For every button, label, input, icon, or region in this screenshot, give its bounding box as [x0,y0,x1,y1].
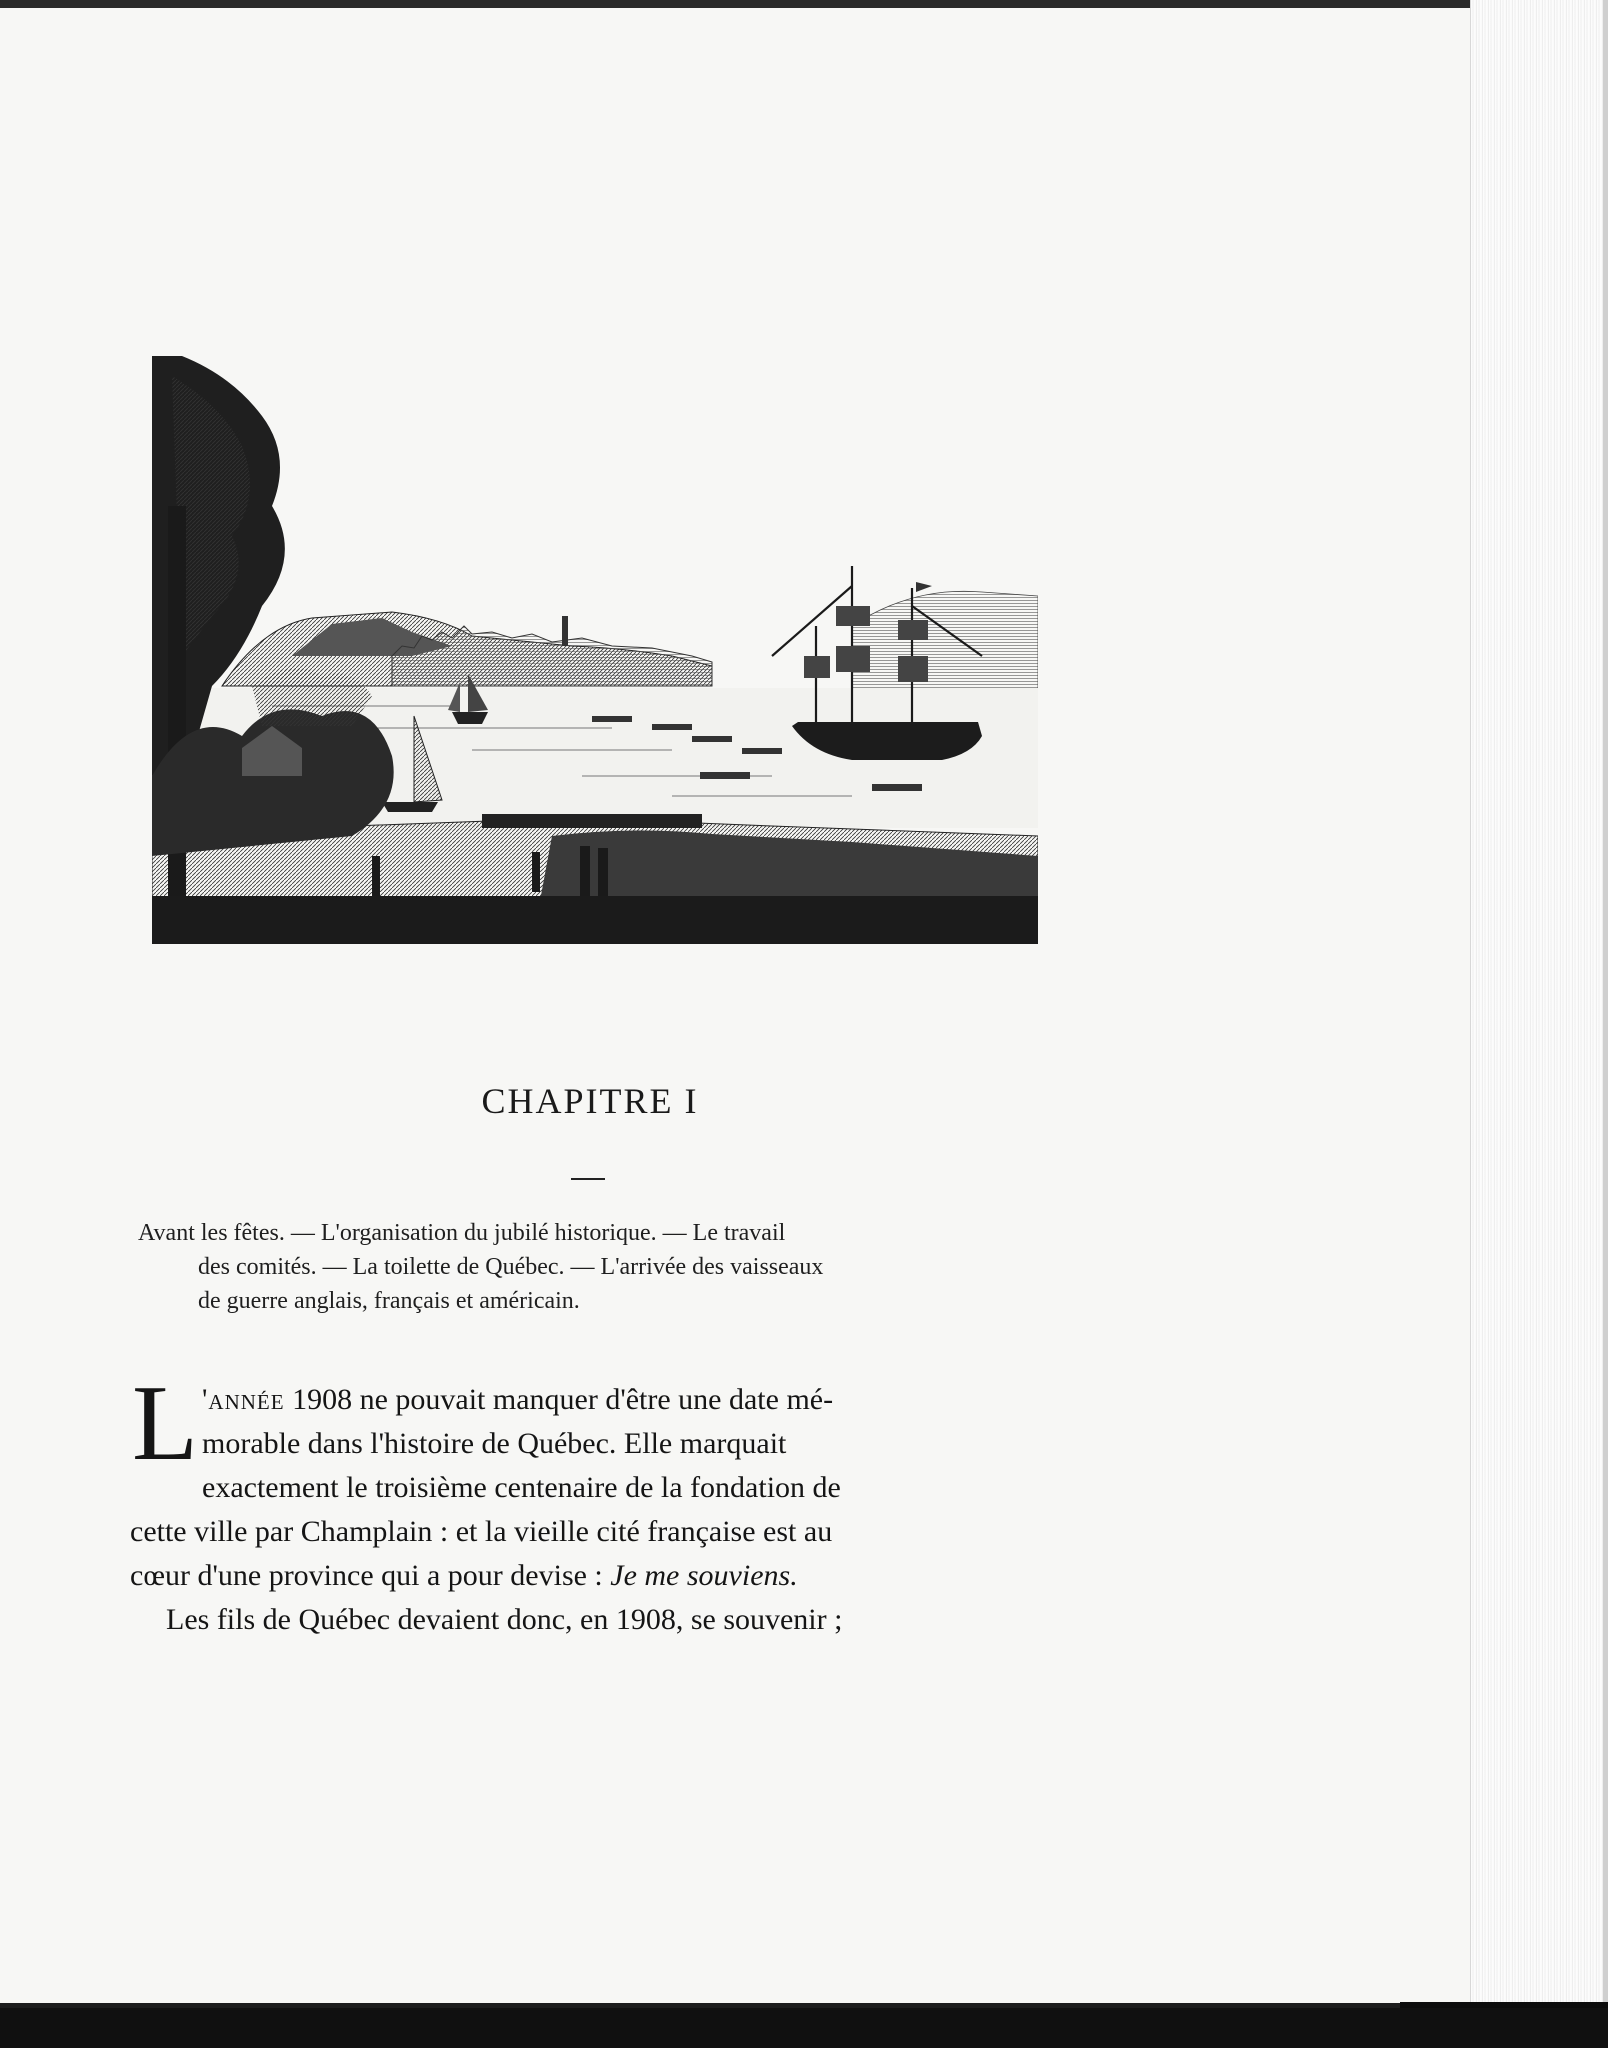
summary-line: Avant les fêtes. — L'organisation du jubilé historique. — Le travail [138,1220,786,1246]
engraving-quebec-harbour-with-ships-icon [152,356,1038,944]
body-line: morable dans l'histoire de Québec. Elle marquait [202,1427,787,1460]
chapter-summary [138,1216,1028,1318]
body-line: exactement le troisième centenaire de la fondation de [202,1471,841,1504]
scan-border-bottom [0,2008,1608,2048]
chapter-title: CHAPITRE I [481,1081,699,1121]
body-line-text: cœur d'une province qui a pour devise : [130,1559,603,1592]
chapter-rule-divider [571,1178,605,1180]
body-line-text: 1908 ne pouvait manquer d'être une date mé- [284,1383,834,1416]
drop-cap-letter: L [132,1364,198,1483]
body-paragraph [130,1378,1020,1642]
first-word-small-caps: 'année [202,1383,285,1416]
motto-italic: Je me souviens. [610,1559,798,1592]
book-page-edges [1470,0,1608,2048]
body-line: Les fils de Québec devaient donc, en 1908, se souvenir ; [166,1603,843,1636]
body-line: cette ville par Champlain : et la vieille cité française est au [130,1515,833,1548]
book-page [0,8,1520,2003]
body-line [130,1554,1020,1598]
summary-line: des comités. — La toilette de Québec. — L'arrivée des vaisseaux [198,1254,824,1280]
summary-line: de guerre anglais, français et américain. [198,1288,580,1314]
body-line [130,1378,1020,1422]
